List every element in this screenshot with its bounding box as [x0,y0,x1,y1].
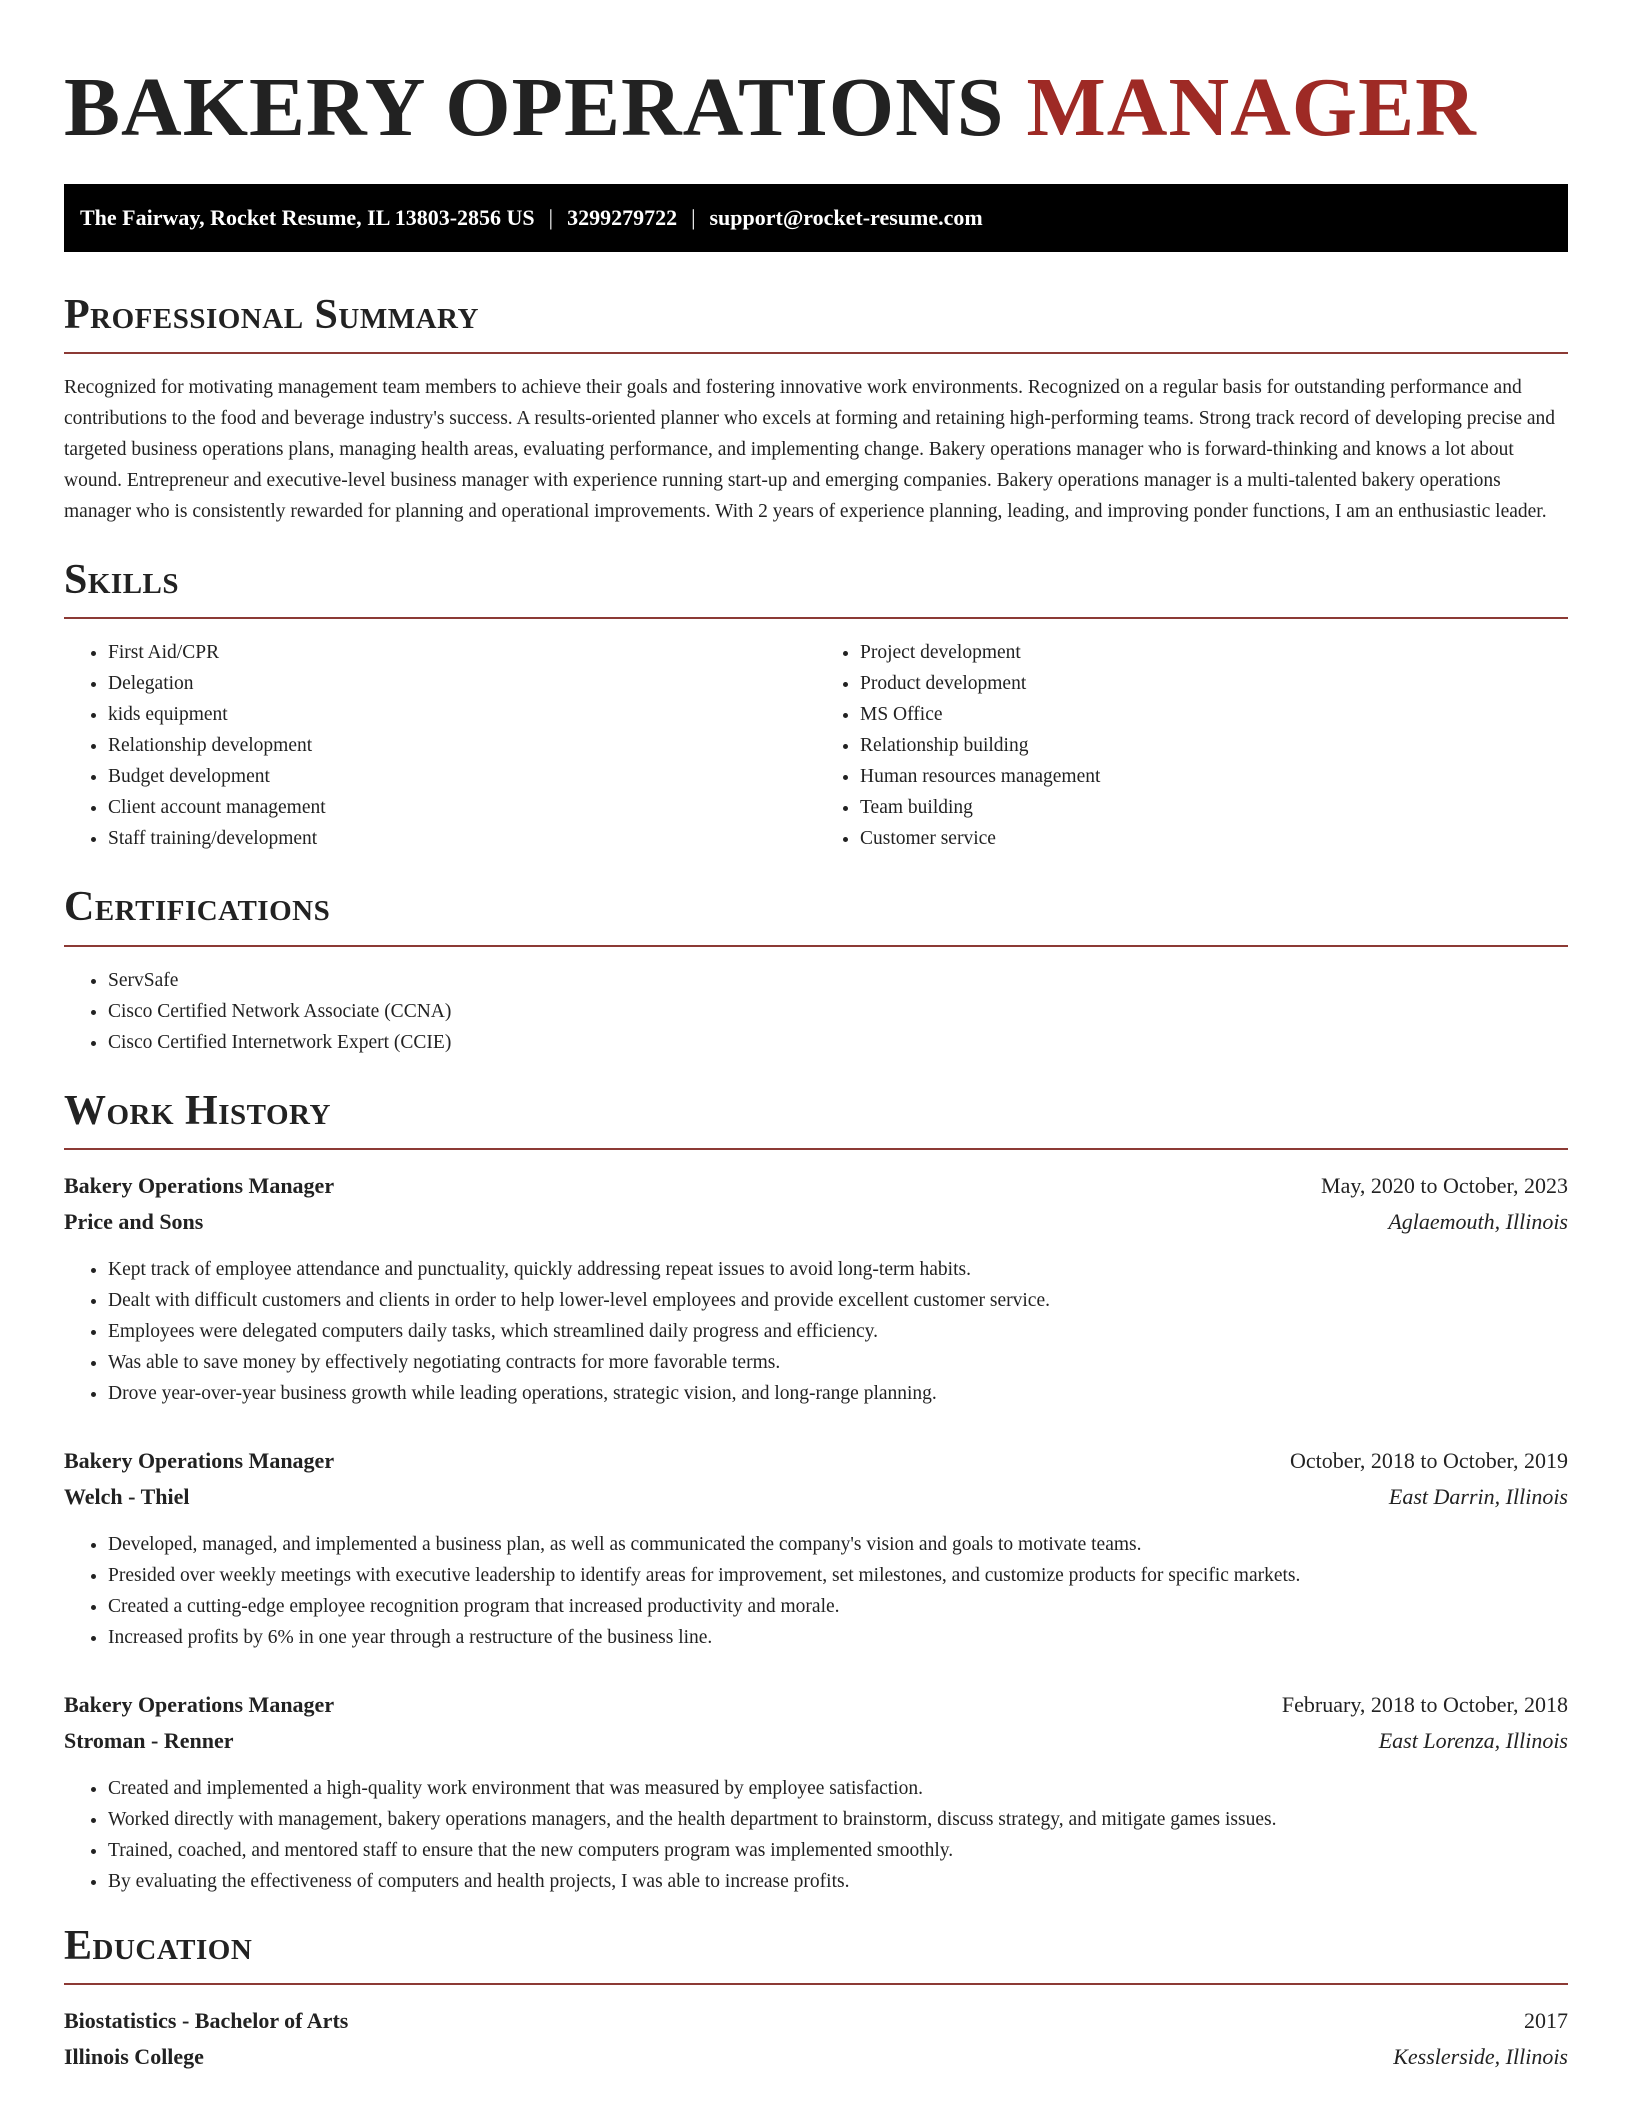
job-bullets [64,1254,1568,1409]
list-item: • Created a cutting-edge employee recognition program that increased productivity and morale. [108,1591,1568,1622]
job-company-row [64,1204,1568,1240]
job-location: Aglaemouth, Illinois [1388,1208,1568,1234]
list-item: • Kept track of employee attendance and punctuality, quickly addressing repeat issues to avoid long-term habits. [108,1254,1568,1285]
list-item: • Presided over weekly meetings with executive leadership to identify areas for improvement, set milestones, and customize products for specific markets. [108,1560,1568,1591]
certifications-list [64,965,1568,1058]
job-header-row [64,1168,1568,1204]
job-dates: October, 2018 to October, 2019 [1289,1447,1568,1473]
job-title: Bakery Operations Manager [64,1172,335,1198]
list-item: • Human resources management [860,761,1568,792]
job-bullets [64,1529,1568,1653]
section-divider [64,1983,1568,1985]
certifications-section [64,884,1568,1057]
job-header-row [64,1687,1568,1723]
list-item: • Delegation [108,668,816,699]
education-location: Kesslerside, Illinois [1393,2043,1568,2069]
list-item: • By evaluating the effectiveness of computers and health projects, I was able to increase profits. [108,1866,1568,1897]
list-item: • Project development [860,637,1568,668]
contact-phone: 3299279722 [567,205,678,230]
education-header-row [64,2003,1568,2039]
section-divider [64,1148,1568,1150]
contact-bar [64,184,1568,252]
list-item: • kids equipment [108,699,816,730]
education-school: Illinois College [64,2043,204,2069]
section-title-education: Education [64,1922,253,1969]
section-title-work-history: Work History [64,1087,331,1134]
list-item: • Client account management [108,792,816,823]
job-dates: February, 2018 to October, 2018 [1281,1691,1568,1717]
list-item: • Worked directly with management, bakery operations managers, and the health department to brainstorm, discuss strategy, and mitigate games issues. [108,1804,1568,1835]
job-company: Welch - Thiel [64,1483,190,1509]
contact-email: support@rocket-resume.com [709,205,983,230]
education-year: 2017 [1524,2007,1568,2033]
section-title-skills: Skills [64,557,180,604]
education-section [64,1923,1568,2075]
name-first: BAKERY OPERATIONS [64,61,1005,154]
job-location: East Lorenza, Illinois [1378,1727,1568,1753]
contact-separator: | [548,205,554,230]
education-school-row [64,2039,1568,2075]
summary-text: Recognized for motivating management team members to achieve their goals and fostering innovative work environments. Recognized on a regular basis for outstanding performance and contributions to the food and beverage industry's success. A results-oriented planner who excels at forming and retaining high-performing teams. Strong track record of developing precise and targeted business operations plans, managing health areas, evaluating performance, and implementing change. Bakery operations manager who is forward-thinking and knows a lot about wound. Entrepreneur and executive-level business manager with experience running start-up and emerging companies. Bakery operations manager is a multi-talented bakery operations manager who is consistently rewarded for planning and operational improvements. With 2 years of experience planning, leading, and improving ponder functions, I am an enthusiastic leader. [64,377,1556,523]
summary-section [64,292,1568,527]
list-item: • Budget development [108,761,816,792]
job-title: Bakery Operations Manager [64,1691,335,1717]
work-history-section [64,1088,1568,1897]
skills-list-left [64,637,816,854]
list-item: • Product development [860,668,1568,699]
list-item: • Dealt with difficult customers and clients in order to help lower-level employees and provide excellent customer service. [108,1285,1568,1316]
skills-list-right [816,637,1568,854]
skills-columns [64,637,1568,854]
name-last: MANAGER [1026,61,1477,154]
job-company: Price and Sons [64,1208,204,1234]
job-company: Stroman - Renner [64,1727,234,1753]
skills-section [64,557,1568,854]
section-title-summary: Professional Summary [64,292,479,338]
list-item: • Cisco Certified Internetwork Expert (CCIE) [108,1027,1568,1058]
job-location: East Darrin, Illinois [1388,1483,1568,1509]
job-company-row [64,1479,1568,1515]
list-item: • MS Office [860,699,1568,730]
job-dates: May, 2020 to October, 2023 [1321,1172,1568,1198]
list-item: • Employees were delegated computers daily tasks, which streamlined daily progress and efficiency. [108,1316,1568,1347]
job-entry [64,1687,1568,1897]
job-entry [64,1443,1568,1653]
contact-address: The Fairway, Rocket Resume, IL 13803-2856 US [80,205,535,230]
list-item: • Relationship building [860,730,1568,761]
list-item: • ServSafe [108,965,1568,996]
job-header-row [64,1443,1568,1479]
section-title-certifications: Certifications [64,884,331,931]
list-item: • Staff training/development [108,823,816,854]
section-divider [64,945,1568,947]
list-item: • Team building [860,792,1568,823]
list-item: • Was able to save money by effectively negotiating contracts for more favorable terms. [108,1347,1568,1378]
list-item: • Increased profits by 6% in one year through a restructure of the business line. [108,1622,1568,1653]
contact-separator: | [691,205,696,230]
list-item: • Created and implemented a high-quality work environment that was measured by employee satisfaction. [108,1773,1568,1804]
job-title: Bakery Operations Manager [64,1447,335,1473]
job-entry [64,1168,1568,1409]
list-item: • Developed, managed, and implemented a business plan, as well as communicated the company's vision and goals to motivate teams. [108,1529,1568,1560]
list-item: • Relationship development [108,730,816,761]
list-item: • Trained, coached, and mentored staff to ensure that the new computers program was implemented smoothly. [108,1835,1568,1866]
section-divider [64,352,1568,354]
job-bullets [64,1773,1568,1897]
job-company-row [64,1723,1568,1759]
list-item: • Cisco Certified Network Associate (CCNA) [108,996,1568,1027]
list-item: • Drove year-over-year business growth while leading operations, strategic vision, and long-range planning. [108,1378,1568,1409]
list-item: • Customer service [860,823,1568,854]
resume-name [64,60,1568,154]
education-degree: Biostatistics - Bachelor of Arts [64,2007,349,2033]
section-divider [64,617,1568,619]
list-item: • First Aid/CPR [108,637,816,668]
